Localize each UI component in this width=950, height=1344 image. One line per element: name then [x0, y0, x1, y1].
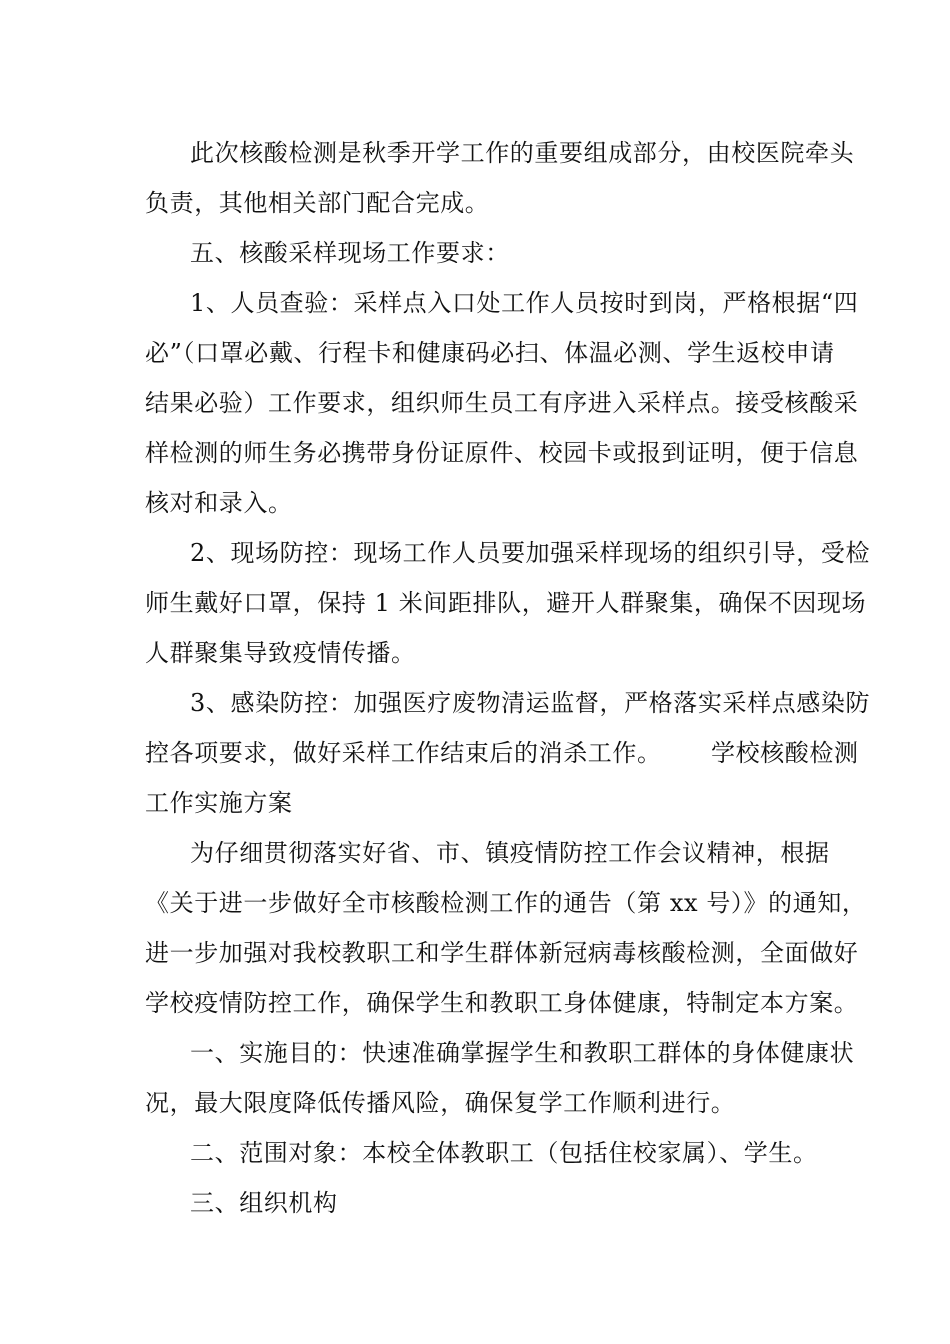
text-line: 样检测的师生务必携带身份证原件、校园卡或报到证明，便于信息 [145, 439, 859, 467]
text-line: 为仔细贯彻落实好省、市、镇疫情防控工作会议精神，根据 [190, 839, 830, 867]
text-line: 1、人员查验：采样点入口处工作人员按时到岗，严格根据“四 [190, 289, 859, 317]
text-line: 结果必验）工作要求，组织师生员工有序进入采样点。接受核酸采 [145, 389, 859, 417]
text-line: 核对和录入。 [145, 489, 293, 517]
text-line: 2、现场防控：现场工作人员要加强采样现场的组织引导，受检 [190, 539, 871, 567]
text-line: 《关于进一步做好全市核酸检测工作的通告（第 xx 号）》的通知， [145, 889, 867, 917]
text-line: 人群聚集导致疫情传播。 [145, 639, 416, 667]
text-line: 学校疫情防控工作，确保学生和教职工身体健康，特制定本方案。 [145, 989, 859, 1017]
text-line: 一、实施目的：快速准确掌握学生和教职工群体的身体健康状 [190, 1039, 855, 1067]
text-line: 3、感染防控：加强医疗废物清运监督，严格落实采样点感染防 [190, 689, 871, 717]
text-line: 控各项要求，做好采样工作结束后的消杀工作。 学校核酸检测 [145, 739, 859, 767]
text-line: 师生戴好口罩，保持 1 米间距排队，避开人群聚集，确保不因现场 [145, 589, 867, 617]
section-heading: 五、核酸采样现场工作要求： [190, 239, 510, 267]
text-line: 二、范围对象：本校全体教职工（包括住校家属）、学生。 [190, 1139, 818, 1167]
section-heading: 三、组织机构 [190, 1189, 338, 1217]
document-title-line: 工作实施方案 [145, 789, 293, 817]
text-line: 负责，其他相关部门配合完成。 [145, 189, 490, 217]
text-line: 进一步加强对我校教职工和学生群体新冠病毒核酸检测，全面做好 [145, 939, 859, 967]
text-line: 况，最大限度降低传播风险，确保复学工作顺利进行。 [145, 1089, 736, 1117]
text-line: 必”（口罩必戴、行程卡和健康码必扫、体温必测、学生返校申请 [145, 339, 835, 367]
text-line: 此次核酸检测是秋季开学工作的重要组成部分，由校医院牵头 [190, 139, 855, 167]
